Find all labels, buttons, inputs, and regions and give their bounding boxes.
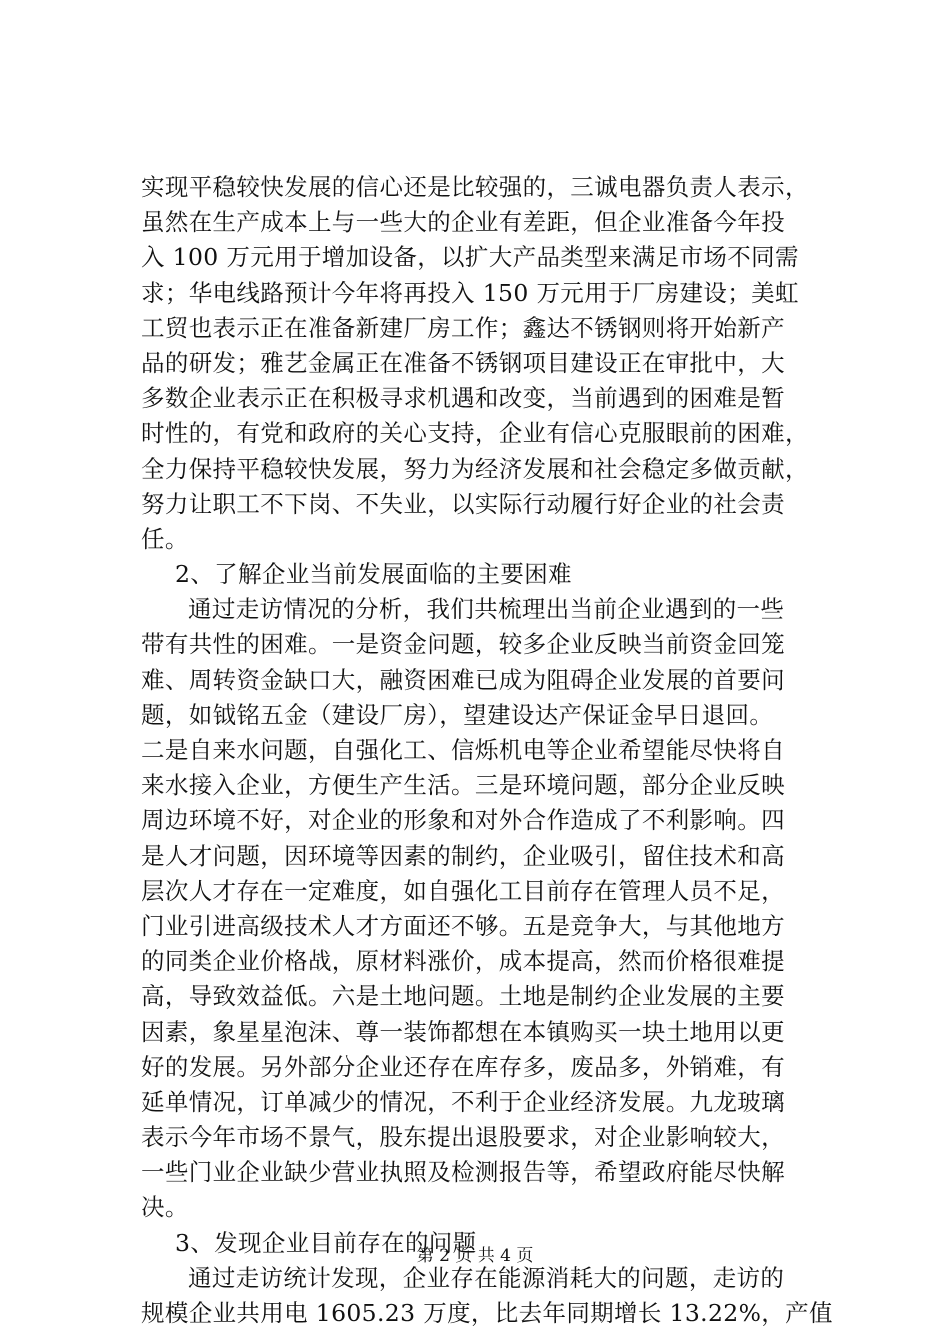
text-line: 的同类企业价格战，原材料涨价，成本提高，然而价格很难提 [141,947,785,976]
text-line: 努力让职工不下岗、不失业，以实际行动履行好企业的社会责 [141,489,785,518]
text-line: 高，导致效益低。六是土地问题。土地是制约企业发展的主要 [141,982,785,1011]
text-line: 多数企业表示正在积极寻求机遇和改变，当前遇到的困难是暂 [141,384,785,413]
page-footer: 第 2 页 共 4 页 [416,1246,534,1266]
section-heading: 2、了解企业当前发展面临的主要困难 [175,560,572,589]
text-line: 难、周转资金缺口大，融资困难已成为阻碍企业发展的首要问 [141,665,785,694]
text-line: 表示今年市场不景气，股东提出退股要求，对企业影响较大， [141,1123,785,1152]
text-line: 入 100 万元用于增加设备，以扩大产品类型来满足市场不同需 [141,243,799,272]
section-heading: 3、发现企业目前存在的问题 [175,1228,477,1257]
text-line: 一些门业企业缺少营业执照及检测报告等，希望政府能尽快解 [141,1158,785,1187]
text-line: 是人才问题，因环境等因素的制约，企业吸引，留住技术和高 [141,841,785,870]
paragraph-first-line: 通过走访统计发现，企业存在能源消耗大的问题，走访的 [188,1263,785,1292]
text-line: 题，如钺铭五金（建设厂房），望建设达产保证金早日退回。 [141,700,774,729]
text-line: 周边环境不好，对企业的形象和对外合作造成了不利影响。四 [141,806,785,835]
text-line: 实现平稳较快发展的信心还是比较强的，三诚电器负责人表示， [141,173,809,201]
text-line: 二是自来水问题，自强化工、信烁机电等企业希望能尽快将自 [141,736,785,764]
paragraph-first-line: 通过走访情况的分析，我们共梳理出当前企业遇到的一些 [188,595,785,624]
text-line: 层次人才存在一定难度，如自强化工目前存在管理人员不足， [141,876,785,905]
document-body [141,170,833,1331]
text-line: 全力保持平稳较快发展，努力为经济发展和社会稳定多做贡献， [141,454,809,483]
text-line: 因素，象星星泡沫、尊一装饰都想在本镇购买一块土地用以更 [141,1017,785,1046]
text-line: 品的研发；雅艺金属正在准备不锈钢项目建设正在审批中，大 [141,348,785,377]
text-line: 求；华电线路预计今年将再投入 150 万元用于厂房建设；美虹 [141,278,799,307]
text-line: 虽然在生产成本上与一些大的企业有差距，但企业准备今年投 [141,208,785,237]
text-line: 工贸也表示正在准备新建厂房工作；鑫达不锈钢则将开始新产 [141,313,785,342]
text-line: 带有共性的困难。一是资金问题，较多企业反映当前资金回笼 [141,630,785,659]
text-line: 决。 [141,1193,189,1222]
text-line: 时性的，有党和政府的关心支持，企业有信心克服眼前的困难， [141,419,809,448]
text-line: 好的发展。另外部分企业还存在库存多，废品多，外销难，有 [141,1052,785,1081]
text-line: 规模企业共用电 1605.23 万度，比去年同期增长 13.22%，产值 [141,1299,833,1327]
text-line: 来水接入企业，方便生产生活。三是环境问题，部分企业反映 [141,771,785,800]
text-line: 延单情况，订单减少的情况，不利于企业经济发展。九龙玻璃 [141,1087,785,1116]
text-line: 任。 [141,524,189,553]
text-line: 门业引进高级技术人才方面还不够。五是竞争大，与其他地方 [141,911,785,940]
